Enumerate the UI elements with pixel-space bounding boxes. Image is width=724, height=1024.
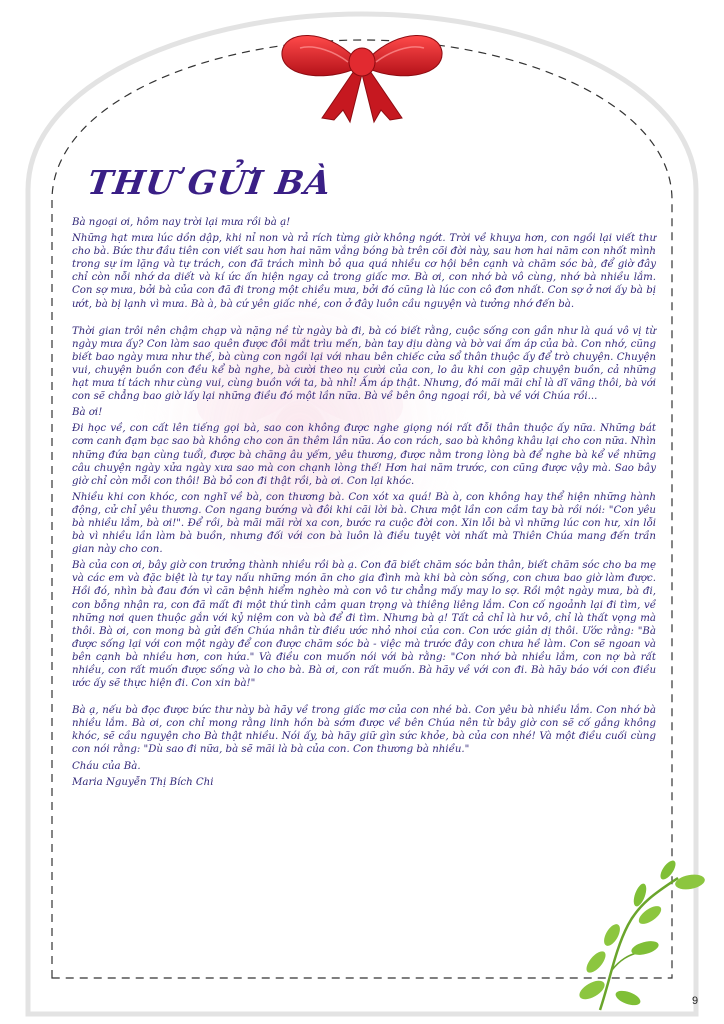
- letter-paragraph: Thời gian trôi nên chậm chạp và nặng nề từ ngày bà đi, bà có biết rằng, cuộc sống con gần như là quá vô vị từ ngày mưa ấy? Con làm sao quên được đôi mắt trìu mến, bàn tay dịu dàng và bờ vai ấm áp của bà. Con nhớ, cũng biết bao ngày mưa như thế, bà cùng con ngồi lại với nhau bên chiếc cửa sổ thân thuộc ấy để trò chuyện. Chuyện vui, chuyện buồn con đều kể bà nghe, bà cười theo nụ cười của con, lo âu khi con gặp chuyện buồn, cả những hạt mưa tí tách như cùng vui, cùng buồn với ta, bà nhỉ! Ấm áp thật. Nhưng, đó mãi mãi chỉ là dĩ vãng thôi, bà với con sẽ chẳng bao giờ lấy lại những điều đó một lần nữa. Bà về bên ông ngoại rồi, bà về với Chúa rồi...: [72, 325, 656, 403]
- letter-body: [72, 216, 656, 792]
- letter-paragraph: Nhiều khi con khóc, con nghĩ về bà, con thương bà. Con xót xa quá! Bà à, con không hay thể hiện những hành động, cử chỉ yêu thương. Con ngang bướng và đôi khi cãi lời bà. Chưa một lần con cầm tay bà rồi nói: "Con yêu bà nhiều lắm, bà ơi!". Để rồi, bà mãi mãi rời xa con, bước ra cuộc đời con. Xin lỗi bà vì những lúc con hư, xin lỗi bà vì nhiều lần làm bà buồn, nhưng đối với con bà luôn là điều tuyệt vời nhất mà Thiên Chúa mang đến trần gian này cho con.: [72, 491, 656, 556]
- letter-paragraph: Bà ạ, nếu bà đọc được bức thư này bà hãy về trong giấc mơ của con nhé bà. Con yêu bà nhiều lắm. Con nhớ bà nhiều lắm. Bà ơi, con chỉ mong rằng linh hồn bà sớm được về bên Chúa nên từ bây giờ con sẽ cố gắng không khóc, sẽ cầu nguyện cho Bà thật nhiều. Nói ấy, bà hãy giữ gìn sức khỏe, bà của con nhé! Và một điều cuối cùng con nói rằng: "Dù sao đi nữa, bà sẽ mãi là bà của con. Con thương bà nhiều.": [72, 705, 656, 756]
- page-number: 9: [692, 995, 699, 1007]
- letter-paragraph: Đi học về, con cất lên tiếng gọi bà, sao con không được nghe giọng nói rất đỗi thân thuộc ấy nữa. Những bát cơm canh đạm bạc sao bà không cho con ăn thêm lần nữa. Áo con rách, sao bà không khâu lại cho con nữa. Nhìn những đứa bạn cùng tuổi, được bà chăng âu yếm, yêu thương, được nằm trong lòng bà để nghe bà kể về những câu chuyện ngày xửa ngày xưa sao mà con chạnh lòng thế! Hơn hai năm trước, con cũng được vậy mà. Sao bây giờ chỉ còn mỗi con thôi! Bà bỏ con đi thật rồi, bà ơi. Con lại khóc.: [72, 423, 656, 487]
- letter-closing: Cháu của Bà.: [72, 760, 141, 772]
- page-title: THƯ GỬI BÀ: [85, 163, 335, 202]
- letter-paragraph: Bà của con ơi, bây giờ con trưởng thành nhiều rồi bà ạ. Con đã biết chăm sóc bản thân, biết chăm sóc cho ba mẹ và các em và đặc biệt là tự tay nấu những món ăn cho gia đình mà khi bà còn sống, con chưa bao giờ làm được. Hồi đó, nhìn bà đau đớn vì căn bệnh hiểm nghèo mà con vô tư chẳng mấy may lo sợ. Rồi một ngày mưa, bà đi, con bỗng nhận ra, con đã mất đi một thứ tình cảm quan trọng và thiêng liêng lắm. Con cố ngoảnh lại đi tìm, về những nơi quen thuộc gắn với kỷ niệm con và bà để đi tìm. Nhưng bà ạ! Tất cả chỉ là hư vô, chỉ là thất vọng mà thôi. Bà ơi, con mong bà gửi đến Chúa nhân từ điều ước nhỏ nhoi của con. Con ước giản dị thôi. Ước rằng: "Bà được sống lại với con một ngày để con được chăm sóc bà - việc mà trước đây con chưa hề làm. Con sẽ ngoan và bên cạnh bà nhiều hơn, con hứa." Và điều con muốn nói với bà rằng: "Con nhớ bà nhiều lắm, con nợ bà rất nhiều, con rất muốn được sống và lo cho bà. Bà ơi, con rất muốn. Bà hãy về với con đi. Bà hãy báo với con điều ước ấy sẽ thực hiện đi. Con xin bà!": [72, 560, 656, 690]
- letter-paragraph: Những hạt mưa lúc dồn dập, khi nỉ non và rả rích từng giờ không ngớt. Trời về khuya hơn, con ngồi lại viết thư cho bà. Bức thư đầu tiên con viết sau hơn hai năm vắng bóng bà trên cõi đời này, sau hơn hai năm con nhốt mình trong sự im lặng và tự trách, con đã trách mình bỏ qua quá nhiều cơ hội bên cạnh và chăm sóc bà, để giờ đây chỉ còn nỗi nhớ da diết và kí ức ấn hiện ngay cả trong giấc mơ. Bà ơi, con nhớ bà vô cùng, nhớ bà nhiều lắm. Con sợ mưa, bởi bà của con đã đi trong một chiều mưa, bởi đó cũng là lúc con cô đơn nhất. Con sợ ở nơi ấy bà bị ướt, bà bị lạnh vì mưa. Bà à, bà cứ yên giấc nhé, con ở đây luôn cầu nguyện và tưởng nhớ đến bà.: [72, 233, 656, 310]
- letter-signature: Maria Nguyễn Thị Bích Chi: [72, 776, 214, 788]
- letter-exclamation: Bà ơi!: [72, 407, 103, 419]
- letter-greeting: Bà ngoại ơi, hôm nay trời lại mưa rồi bà ạ!: [72, 217, 291, 228]
